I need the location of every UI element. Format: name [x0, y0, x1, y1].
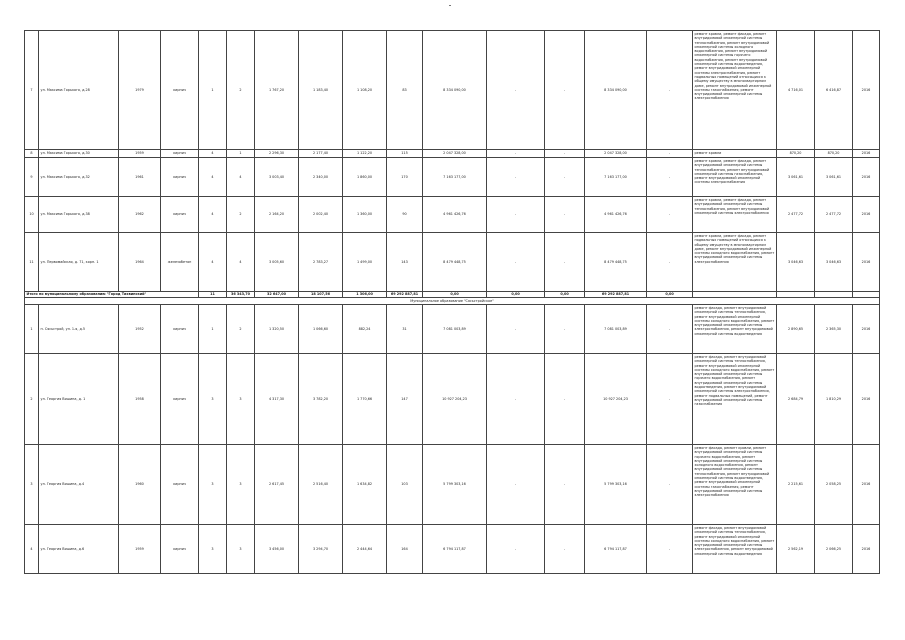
- fund-cell: -: [545, 525, 585, 574]
- private-area-cell: 1 860,00: [343, 158, 387, 197]
- fund-cell: -: [545, 305, 585, 354]
- cost-cell: 2 047 328,00: [423, 150, 487, 158]
- table-row: [25, 31, 880, 150]
- cost-cell: 4 961 426,76: [423, 197, 487, 233]
- entrances-cell: 4: [227, 233, 255, 292]
- private-area-cell: 1 360,00: [343, 197, 387, 233]
- unit-cost-cell: 870,20: [777, 150, 815, 158]
- total-area-cell: 2 617,45: [255, 445, 299, 525]
- floors-cell: 3: [199, 525, 227, 574]
- address-cell: ул. Георгия Вишина, д. 1: [39, 354, 119, 445]
- residents-cell: 90: [387, 197, 423, 233]
- private-area-cell: 1 770,66: [343, 354, 387, 445]
- total-fund: 0,00: [423, 292, 487, 298]
- unit-cost-cell: 2 562,19: [777, 525, 815, 574]
- total-area-cell: 1 320,50: [255, 305, 299, 354]
- row-number: 8: [25, 150, 39, 158]
- unit-cost-cell: 2 215,61: [777, 445, 815, 525]
- owners-funds-cell: 10 927 204,23: [585, 354, 647, 445]
- table-row: [25, 233, 880, 292]
- cost-cell: 7 163 177,00: [423, 158, 487, 197]
- works-cell: ремонт кровли, ремонт фасада, ремонт подвальных помещений относящихся к общему имуществу в многоквартирном доме, ремонт внутридомовой инженерной системы холодного водоснабжения, ремонт внутридомовой инженерной системы электроснабжения: [693, 233, 777, 292]
- works-cell: ремонт фасада, ремонт внутридомовой инженерной системы теплоснабжения, ремонт внутридомовой инженерной системы холодного водоснабжения, ремонт внутридомовой инженерной системы электроснабжения, ремонт внутридомовой инженерной системы водоотведения: [693, 525, 777, 574]
- deadline-cell: 2016: [853, 354, 880, 445]
- owners-funds-cell: 8 479 448,75: [585, 233, 647, 292]
- living-area-cell: 1 066,60: [299, 305, 343, 354]
- total-living-area: 32 647,00: [255, 292, 299, 298]
- limit-cost-cell: 3 061,61: [815, 158, 853, 197]
- residents-cell: 83: [387, 31, 423, 150]
- owners-funds-cell: 2 047 328,00: [585, 150, 647, 158]
- residents-cell: 103: [387, 445, 423, 525]
- year-cell: 1958: [119, 354, 161, 445]
- wall-material-cell: кирпич: [161, 197, 199, 233]
- fund-cell: -: [647, 31, 693, 150]
- table-row: [25, 525, 880, 574]
- fund-cell: -: [647, 354, 693, 445]
- year-cell: 1961: [119, 158, 161, 197]
- address-cell: ул. Георгия Вишина, д.4: [39, 445, 119, 525]
- total-cost: 69 292 887,81: [387, 292, 423, 298]
- year-cell: 1952: [119, 305, 161, 354]
- table-row: [25, 150, 880, 158]
- owners-funds-cell: 7 163 177,00: [585, 158, 647, 197]
- deadline-cell: 2016: [853, 445, 880, 525]
- address-cell: ул. Максима Горького, д.28: [39, 31, 119, 150]
- fund-cell: -: [647, 158, 693, 197]
- address-cell: ул. Георгия Вишина, д.6: [39, 525, 119, 574]
- total-area-cell: 1 767,20: [255, 31, 299, 150]
- total-owners-funds: 69 292 887,81: [585, 292, 647, 298]
- wall-material-cell: кирпич: [161, 158, 199, 197]
- wall-material-cell: кирпич: [161, 525, 199, 574]
- floors-cell: 4: [199, 233, 227, 292]
- year-cell: 1979: [119, 31, 161, 150]
- deadline-cell: 2016: [853, 305, 880, 354]
- unit-cost-cell: 3 046,63: [777, 233, 815, 292]
- living-area-cell: 2 783,27: [299, 233, 343, 292]
- entrances-cell: 3: [227, 354, 255, 445]
- deadline-cell: 2016: [853, 31, 880, 150]
- fund-cell: -: [487, 31, 545, 150]
- fund-cell: -: [545, 233, 585, 292]
- cost-cell: 8 479 448,75: [423, 233, 487, 292]
- works-cell: ремонт кровли, ремонт фасада, ремонт внутридомовой инженерной системы теплоснабжения, ремонт внутридомовой инженерной системы газоснабжения, ремонт внутридомовой инженерной системы электроснабжения: [693, 158, 777, 197]
- row-number: 11: [25, 233, 39, 292]
- works-cell: ремонт фасада, ремонт внутридомовой инженерной системы теплоснабжения, ремонт внутридомовой инженерной системы холодного водоснабжения, ремонт внутридомовой инженерной системы электроснабжения, ремонт внутридомовой инженерной системы водоотведения: [693, 305, 777, 354]
- total-fund: 0,00: [487, 292, 545, 298]
- row-number: 9: [25, 158, 39, 197]
- entrances-cell: 1: [227, 150, 255, 158]
- fund-cell: -: [545, 354, 585, 445]
- row-number: 10: [25, 197, 39, 233]
- year-cell: 1959: [119, 150, 161, 158]
- deadline-cell: 2016: [853, 525, 880, 574]
- total-area-cell: 3 005,60: [255, 233, 299, 292]
- year-cell: 1964: [119, 233, 161, 292]
- residents-cell: 147: [387, 354, 423, 445]
- cost-cell: 5 799 303,16: [423, 445, 487, 525]
- residents-cell: 143: [387, 233, 423, 292]
- address-cell: ул. Максима Горького, д.32: [39, 158, 119, 197]
- fund-cell: -: [647, 445, 693, 525]
- limit-cost-cell: 2 477,72: [815, 197, 853, 233]
- row-number: 2: [25, 354, 39, 445]
- cost-cell: 7 081 003,89: [423, 305, 487, 354]
- living-area-cell: 2 177,40: [299, 150, 343, 158]
- table-row: [25, 445, 880, 525]
- works-cell: ремонт фасада, ремонт внутридомовой инженерной системы теплоснабжения, ремонт внутридомовой инженерной системы холодного водоснабжения, ремонт внутридомовой инженерной системы горячего водоснабжения, ремонт внутридомовой инженерной системы водоотведения, ремонт внутридомовой инженерной системы электроснабжения, ремонт подвальных помещений, ремонт внутридомовой инженерной системы газоснабжения: [693, 354, 777, 445]
- cost-cell: 10 927 204,23: [423, 354, 487, 445]
- owners-funds-cell: 4 961 426,76: [585, 197, 647, 233]
- wall-material-cell: кирпич: [161, 354, 199, 445]
- unit-cost-cell: 2 684,79: [777, 354, 815, 445]
- deadline-cell: 2016: [853, 150, 880, 158]
- residents-cell: 31: [387, 305, 423, 354]
- address-cell: ул. Первомайская, д. 71, корп. 1: [39, 233, 119, 292]
- entrances-cell: 3: [227, 445, 255, 525]
- row-number: 3: [25, 445, 39, 525]
- owners-funds-cell: 7 081 003,89: [585, 305, 647, 354]
- floors-cell: 3: [199, 445, 227, 525]
- private-area-cell: 1 108,20: [343, 31, 387, 150]
- wall-material-cell: кирпич: [161, 445, 199, 525]
- fund-cell: -: [545, 31, 585, 150]
- total-fund: 0,00: [647, 292, 693, 298]
- wall-material-cell: кирпич: [161, 31, 199, 150]
- floors-cell: 4: [199, 197, 227, 233]
- floors-cell: 4: [199, 150, 227, 158]
- fund-cell: -: [487, 158, 545, 197]
- entrances-cell: 3: [227, 525, 255, 574]
- repair-program-table: [24, 30, 880, 574]
- owners-funds-cell: 8 334 090,00: [585, 31, 647, 150]
- living-area-cell: 3 294,70: [299, 525, 343, 574]
- works-cell: ремонт кровли, ремонт фасада, ремонт внутридомовой инженерной системы теплоснабжения, ремонт внутридомовой инженерной системы холодного водоснабжения, ремонт внутридомовой инженерной системы горячего водоснабжения, ремонт внутридомовой инженерной системы водоотведения, ремонт внутридомовой инженерной системы электроснабжения, ремонт подвальных помещений относящихся к общему имуществу в многоквартирном доме, ремонт внутридомовой инженерной системы газоснабжения, ремонт внутридомовой инженерной системы электроснабжения: [693, 31, 777, 150]
- fund-cell: -: [647, 150, 693, 158]
- unit-cost-cell: 2 890,65: [777, 305, 815, 354]
- entrances-cell: 2: [227, 197, 255, 233]
- limit-cost-cell: 870,20: [815, 150, 853, 158]
- deadline-cell: 2016: [853, 158, 880, 197]
- fund-cell: -: [647, 233, 693, 292]
- entrances-cell: 4: [227, 158, 255, 197]
- floors-cell: 4: [199, 158, 227, 197]
- wall-material-cell: кирпич: [161, 305, 199, 354]
- address-cell: ул. Максима Горького, д.30: [39, 150, 119, 158]
- total-area-cell: 3 003,40: [255, 158, 299, 197]
- total-count: 11: [199, 292, 227, 298]
- fund-cell: -: [545, 150, 585, 158]
- limit-cost-cell: 6 416,87: [815, 31, 853, 150]
- limit-cost-cell: 2 058,25: [815, 445, 853, 525]
- total-label: Итого по муниципальному образованию "Город Тихвинский": [25, 292, 199, 298]
- total-area-cell: 3 456,00: [255, 525, 299, 574]
- table-row: [25, 305, 880, 354]
- address-cell: п. Сясьстрой, ул. 1-я, д.5: [39, 305, 119, 354]
- fund-cell: -: [487, 197, 545, 233]
- cost-cell: 8 334 090,00: [423, 31, 487, 150]
- living-area-cell: 3 782,20: [299, 354, 343, 445]
- fund-cell: -: [647, 197, 693, 233]
- works-cell: ремонт кровли: [693, 150, 777, 158]
- table-row: [25, 158, 880, 197]
- fund-cell: -: [487, 445, 545, 525]
- deadline-cell: 2016: [853, 197, 880, 233]
- page-mark: [449, 5, 451, 6]
- unit-cost-cell: 3 061,61: [777, 158, 815, 197]
- residents-cell: 115: [387, 150, 423, 158]
- residents-cell: 170: [387, 158, 423, 197]
- living-area-cell: 1 183,40: [299, 31, 343, 150]
- total-area-cell: 2 164,20: [255, 197, 299, 233]
- limit-cost-cell: 3 046,63: [815, 233, 853, 292]
- limit-cost-cell: 2 365,30: [815, 305, 853, 354]
- total-fund: 0,00: [545, 292, 585, 298]
- owners-funds-cell: 6 794 117,87: [585, 525, 647, 574]
- works-cell: ремонт кровли, ремонт фасада, ремонт внутридомовой инженерной системы теплоснабжения, ремонт внутридомовой инженерной системы электроснабжения: [693, 197, 777, 233]
- entrances-cell: 2: [227, 305, 255, 354]
- municipality-title: Муниципальное образование "Сясьстройское": [25, 298, 880, 305]
- row-number: 4: [25, 525, 39, 574]
- fund-cell: -: [545, 445, 585, 525]
- fund-cell: -: [487, 305, 545, 354]
- owners-funds-cell: 5 799 303,16: [585, 445, 647, 525]
- floors-cell: 1: [199, 31, 227, 150]
- fund-cell: -: [647, 525, 693, 574]
- fund-cell: -: [487, 525, 545, 574]
- table-row: [25, 354, 880, 445]
- cost-cell: 6 794 117,87: [423, 525, 487, 574]
- limit-cost-cell: 1 810,29: [815, 354, 853, 445]
- living-area-cell: 2 340,00: [299, 158, 343, 197]
- floors-cell: 1: [199, 305, 227, 354]
- total-private-area: 18 107,56: [299, 292, 343, 298]
- unit-cost-cell: 2 477,72: [777, 197, 815, 233]
- wall-material-cell: кирпич: [161, 150, 199, 158]
- private-area-cell: 882,24: [343, 305, 387, 354]
- works-cell: ремонт фасада, ремонт кровли, ремонт внутридомовой инженерной системы горячего водоснабжения, ремонт внутридомовой инженерной системы холодного водоснабжения, ремонт внутридомовой инженерной системы теплоснабжения, ремонт внутридомовой инженерной системы водоотведения, ремонт внутридомовой инженерной системы газоснабжения, ремонт внутридомовой инженерной системы электроснабжения: [693, 445, 777, 525]
- total-area-cell: 2 296,30: [255, 150, 299, 158]
- living-area-cell: 2 002,40: [299, 197, 343, 233]
- fund-cell: -: [487, 150, 545, 158]
- address-cell: ул. Максима Горького, д.38: [39, 197, 119, 233]
- fund-cell: -: [487, 233, 545, 292]
- fund-cell: -: [647, 305, 693, 354]
- year-cell: 1962: [119, 197, 161, 233]
- total-area: 36 343,70: [227, 292, 255, 298]
- unit-cost-cell: 4 716,01: [777, 31, 815, 150]
- residents-cell: 164: [387, 525, 423, 574]
- row-number: 1: [25, 305, 39, 354]
- fund-cell: -: [487, 354, 545, 445]
- private-area-cell: 1 499,00: [343, 233, 387, 292]
- deadline-cell: 2016: [853, 233, 880, 292]
- private-area-cell: 1 634,82: [343, 445, 387, 525]
- row-number: 7: [25, 31, 39, 150]
- floors-cell: 3: [199, 354, 227, 445]
- wall-material-cell: железобетон: [161, 233, 199, 292]
- table-row: [25, 197, 880, 233]
- year-cell: 1960: [119, 445, 161, 525]
- private-area-cell: 1 122,20: [343, 150, 387, 158]
- year-cell: 1959: [119, 525, 161, 574]
- fund-cell: -: [545, 197, 585, 233]
- private-area-cell: 2 444,64: [343, 525, 387, 574]
- fund-cell: -: [545, 158, 585, 197]
- total-residents: 1 306,00: [343, 292, 387, 298]
- total-area-cell: 4 317,30: [255, 354, 299, 445]
- section-header-row: [25, 298, 880, 305]
- entrances-cell: 2: [227, 31, 255, 150]
- limit-cost-cell: 2 066,25: [815, 525, 853, 574]
- living-area-cell: 2 516,40: [299, 445, 343, 525]
